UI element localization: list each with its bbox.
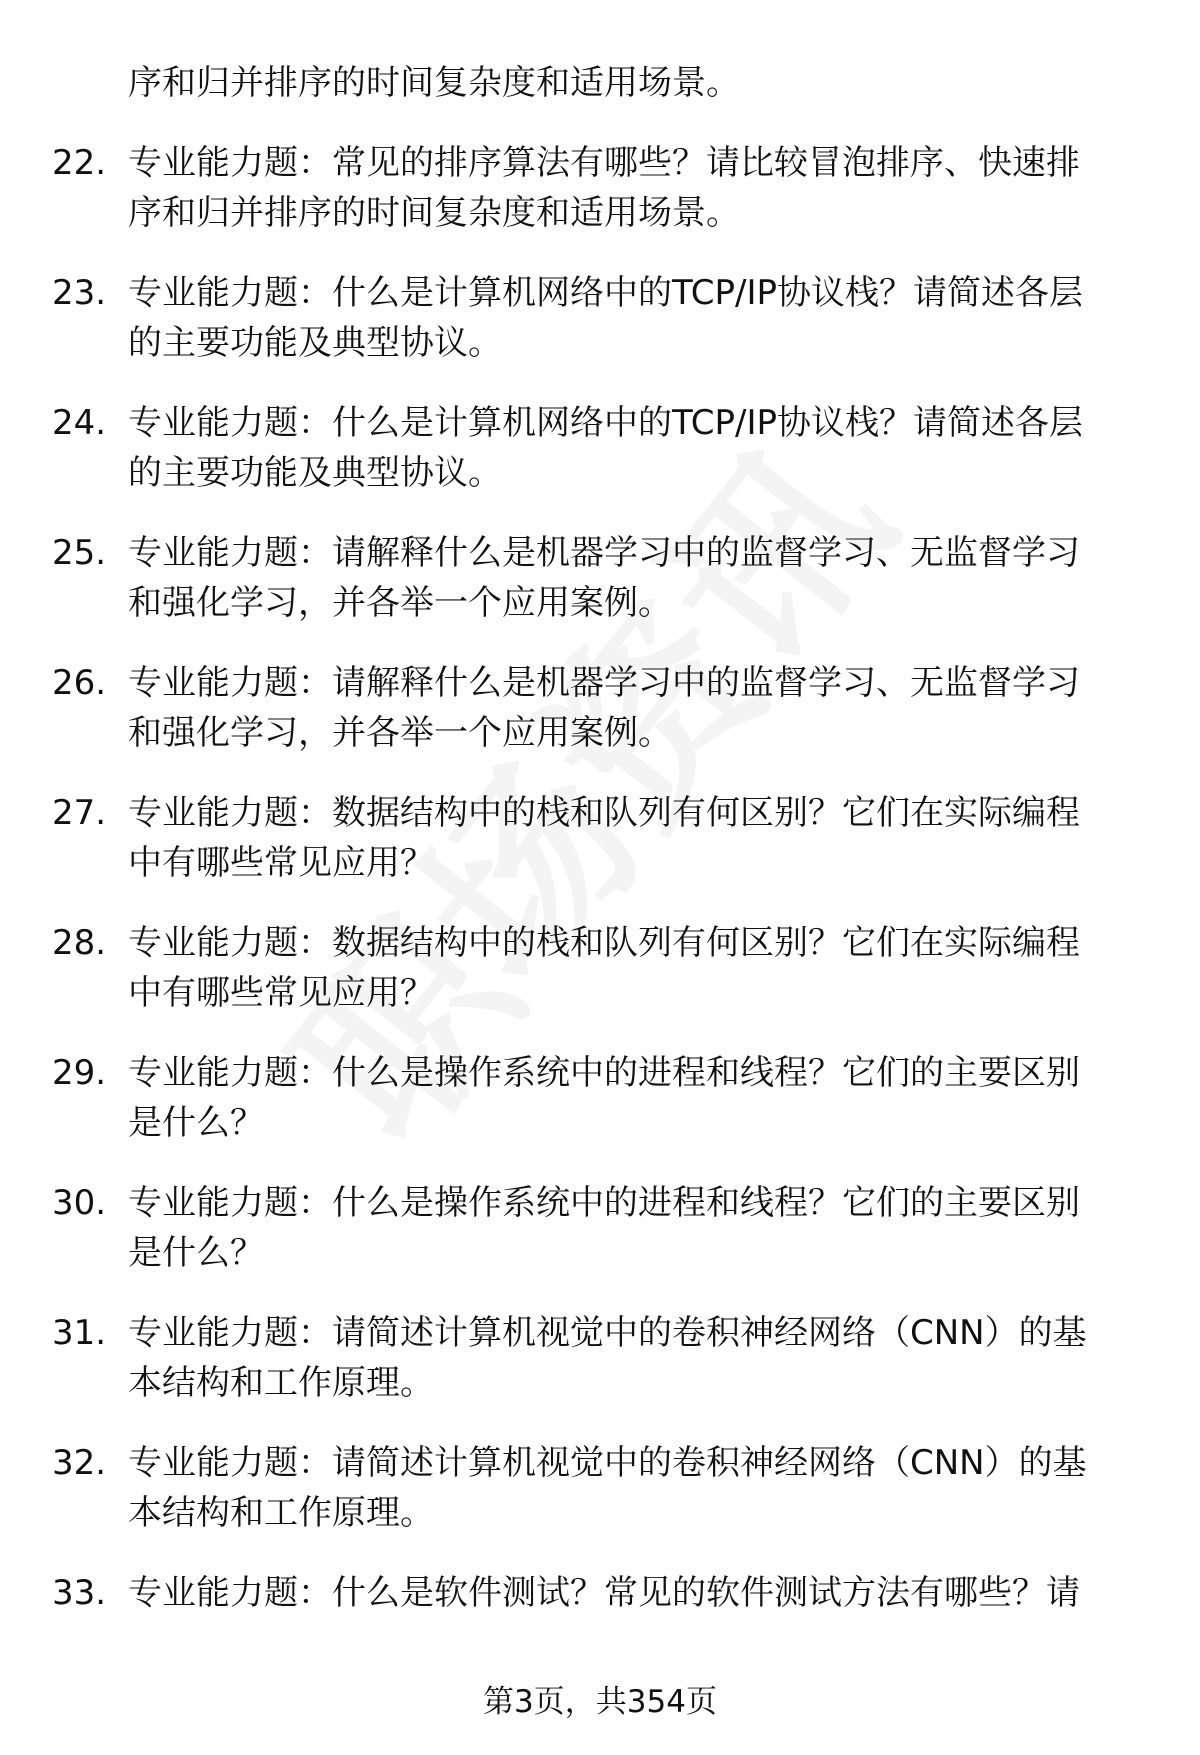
question-text bbox=[128, 268, 1148, 368]
question-line: 是什么？ bbox=[128, 1233, 264, 1273]
question-line: 专业能力题：什么是操作系统中的进程和线程？它们的主要区别 bbox=[128, 1053, 1080, 1093]
question-line: 专业能力题：什么是软件测试？常见的软件测试方法有哪些？请 bbox=[128, 1573, 1080, 1613]
question-number: 30. bbox=[52, 1183, 107, 1223]
question-number: 22. bbox=[52, 143, 107, 183]
question-text bbox=[128, 138, 1148, 238]
question-line: 本结构和工作原理。 bbox=[128, 1493, 434, 1533]
question-line: 专业能力题：数据结构中的栈和队列有何区别？它们在实际编程 bbox=[128, 923, 1080, 963]
question-number: 31. bbox=[52, 1313, 107, 1353]
question-text bbox=[128, 1438, 1148, 1538]
question-line: 专业能力题：什么是计算机网络中的TCP/IP协议栈？请简述各层 bbox=[128, 273, 1084, 313]
question-text bbox=[128, 658, 1148, 758]
question-text bbox=[128, 1178, 1148, 1278]
question-item bbox=[0, 788, 1200, 918]
question-item bbox=[0, 918, 1200, 1048]
question-item bbox=[0, 528, 1200, 658]
question-line: 序和归并排序的时间复杂度和适用场景。 bbox=[128, 193, 740, 233]
question-number: 23. bbox=[52, 273, 107, 313]
question-number: 26. bbox=[52, 663, 107, 703]
question-line: 本结构和工作原理。 bbox=[128, 1363, 434, 1403]
question-number: 28. bbox=[52, 923, 107, 963]
question-line: 中有哪些常见应用？ bbox=[128, 973, 434, 1013]
question-item bbox=[0, 268, 1200, 398]
question-line: 和强化学习，并各举一个应用案例。 bbox=[128, 583, 672, 623]
continuation-text: 序和归并排序的时间复杂度和适用场景。 bbox=[128, 63, 740, 103]
question-number: 33. bbox=[52, 1573, 107, 1613]
question-text bbox=[128, 398, 1148, 498]
question-text bbox=[128, 1568, 1148, 1618]
question-line: 专业能力题：什么是计算机网络中的TCP/IP协议栈？请简述各层 bbox=[128, 403, 1084, 443]
question-line: 和强化学习，并各举一个应用案例。 bbox=[128, 713, 672, 753]
question-item bbox=[0, 1048, 1200, 1178]
question-line: 专业能力题：数据结构中的栈和队列有何区别？它们在实际编程 bbox=[128, 793, 1080, 833]
question-item bbox=[0, 1178, 1200, 1308]
question-item bbox=[0, 1568, 1200, 1698]
question-number: 32. bbox=[52, 1443, 107, 1483]
question-line: 的主要功能及典型协议。 bbox=[128, 453, 502, 493]
question-line: 中有哪些常见应用？ bbox=[128, 843, 434, 883]
question-number: 27. bbox=[52, 793, 107, 833]
question-line: 专业能力题：请简述计算机视觉中的卷积神经网络（CNN）的基 bbox=[128, 1443, 1087, 1483]
question-text bbox=[128, 528, 1148, 628]
question-line: 专业能力题：请解释什么是机器学习中的监督学习、无监督学习 bbox=[128, 533, 1080, 573]
question-number: 29. bbox=[52, 1053, 107, 1093]
question-text bbox=[128, 918, 1148, 1018]
question-text bbox=[128, 1308, 1148, 1408]
question-list bbox=[0, 138, 1200, 1698]
question-line: 的主要功能及典型协议。 bbox=[128, 323, 502, 363]
question-text bbox=[128, 1048, 1148, 1148]
question-line: 专业能力题：什么是操作系统中的进程和线程？它们的主要区别 bbox=[128, 1183, 1080, 1223]
question-line: 专业能力题：请简述计算机视觉中的卷积神经网络（CNN）的基 bbox=[128, 1313, 1087, 1353]
question-text bbox=[128, 788, 1148, 888]
question-number: 24. bbox=[52, 403, 107, 443]
question-item bbox=[0, 1308, 1200, 1438]
question-number: 25. bbox=[52, 533, 107, 573]
question-line: 专业能力题：请解释什么是机器学习中的监督学习、无监督学习 bbox=[128, 663, 1080, 703]
question-item bbox=[0, 138, 1200, 268]
question-line: 是什么？ bbox=[128, 1103, 264, 1143]
question-item bbox=[0, 658, 1200, 788]
question-item bbox=[0, 398, 1200, 528]
page-footer: 第3页，共354页 bbox=[483, 1684, 717, 1720]
question-item bbox=[0, 1438, 1200, 1568]
question-line: 专业能力题：常见的排序算法有哪些？请比较冒泡排序、快速排 bbox=[128, 143, 1080, 183]
